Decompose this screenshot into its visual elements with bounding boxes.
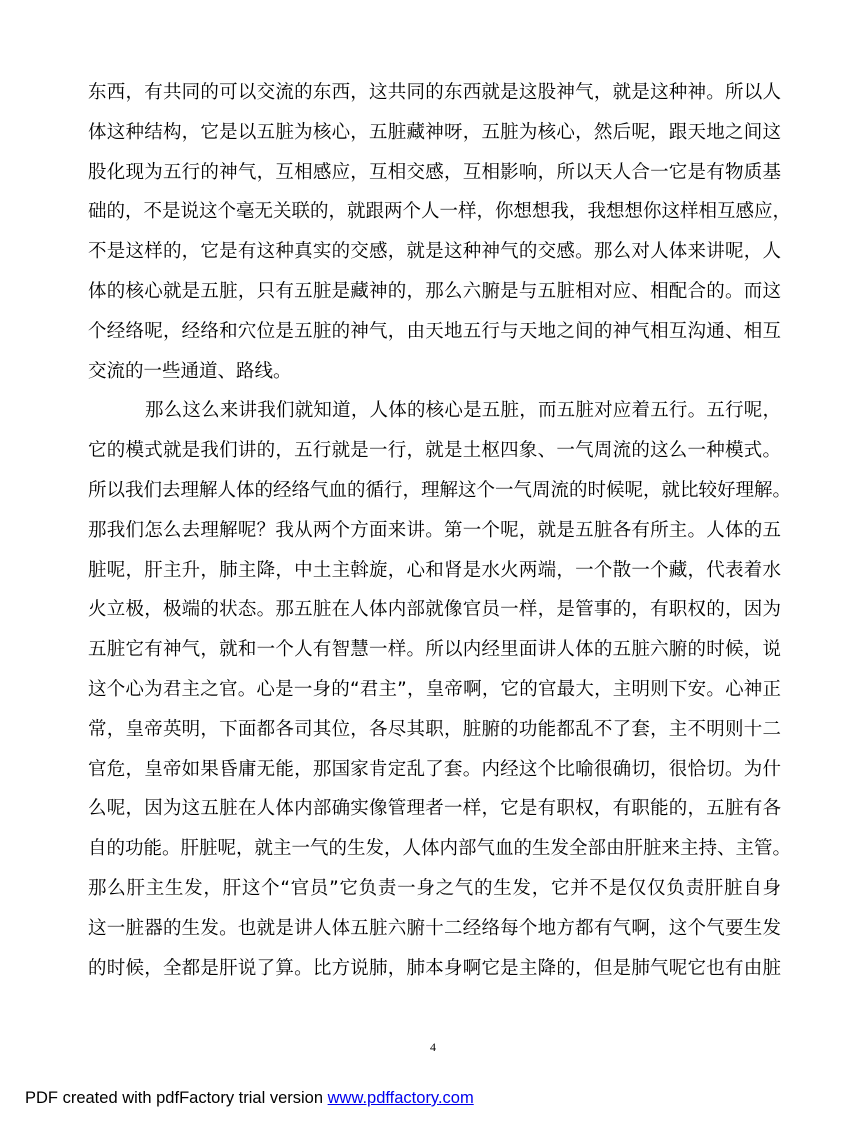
text-line: 东西，有共同的可以交流的东西，这共同的东西就是这股神气，就是这种神。所以人 (88, 82, 781, 103)
text-line: 个经络呢，经络和穴位是五脏的神气，由天地五行与天地之间的神气相互沟通、相互 (88, 320, 781, 342)
text-line: 的时候，全都是肝说了算。比方说肺，肺本身啊它是主降的，但是肺气呢它也有由脏 (88, 957, 781, 979)
text-line: 常，皇帝英明，下面都各司其位，各尽其职，脏腑的功能都乱不了套，主不明则十二 (88, 718, 781, 740)
text-line: 股化现为五行的神气，互相感应，互相交感，互相影响，所以天人合一它是有物质基 (88, 161, 781, 183)
text-line: 础的，不是说这个毫无关联的，就跟两个人一样，你想想我，我想想你这样相互感应， (88, 201, 792, 223)
text-line: 那么这么来讲我们就知道，人体的核心是五脏，而五脏对应着五行。五行呢， (145, 400, 781, 422)
text-line: 它的模式就是我们讲的，五行就是一行，就是土枢四象、一气周流的这么一种模式。 (88, 440, 781, 462)
text-line: 交流的一些通道、路线。 (88, 360, 292, 382)
text-line: 体这种结构，它是以五脏为核心，五脏藏神呀，五脏为核心，然后呢，跟天地之间这 (88, 121, 781, 143)
text-line: 官危，皇帝如果昏庸无能，那国家肯定乱了套。内经这个比喻很确切，很恰切。为什 (88, 758, 781, 780)
text-line: 所以我们去理解人体的经络气血的循行，理解这个一气周流的时候呢，就比较好理解。 (88, 480, 792, 501)
text-line: 那么肝主生发，肝这个“官员”它负责一身之气的生发，它并不是仅仅负责肝脏自身 (88, 878, 781, 899)
text-line: 自的功能。肝脏呢，就主一气的生发，人体内部气血的生发全部由肝脏来主持、主管。 (88, 838, 792, 860)
footer-text: PDF created with pdfFactory trial version (25, 1089, 328, 1107)
text-line: 么呢，因为这五脏在人体内部确实像管理者一样，它是有职权，有职能的，五脏有各 (88, 798, 781, 820)
text-line: 脏呢，肝主升，肺主降，中土主斡旋，心和肾是水火两端，一个散一个藏，代表着水 (88, 559, 781, 581)
text-line: 火立极，极端的状态。那五脏在人体内部就像官员一样，是管事的，有职权的，因为 (88, 599, 781, 621)
pdf-footer (25, 1089, 474, 1108)
text-line: 那我们怎么去理解呢？我从两个方面来讲。第一个呢，就是五脏各有所主。人体的五 (88, 519, 781, 541)
text-line: 不是这样的，它是有这种真实的交感，就是这种神气的交感。那么对人体来讲呢，人 (88, 241, 781, 263)
text-line: 这一脏器的生发。也就是讲人体五脏六腑十二经络每个地方都有气啊，这个气要生发 (88, 917, 781, 939)
text-line: 五脏它有神气，就和一个人有智慧一样。所以内经里面讲人体的五脏六腑的时候，说 (88, 639, 781, 661)
footer-link[interactable]: www.pdffactory.com (327, 1089, 474, 1107)
page-number: 4 (430, 1040, 436, 1054)
text-line: 体的核心就是五脏，只有五脏是藏神的，那么六腑是与五脏相对应、相配合的。而这 (88, 281, 781, 302)
text-line: 这个心为君主之官。心是一身的“君主”，皇帝啊，它的官最大，主明则下安。心神正 (88, 679, 781, 700)
